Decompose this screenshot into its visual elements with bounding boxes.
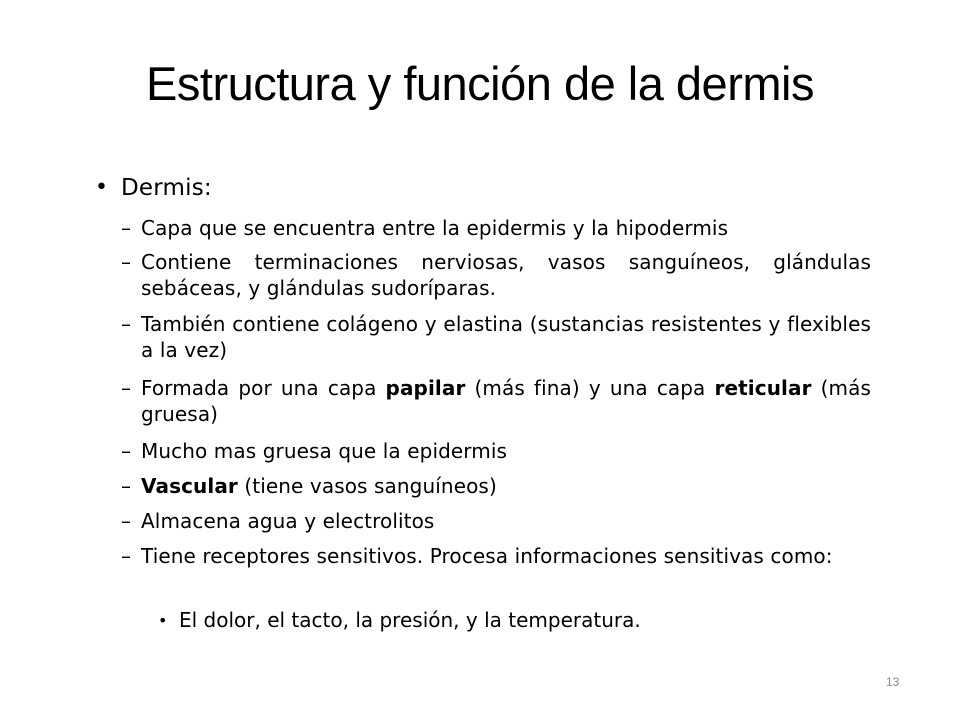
item-text: Mucho mas gruesa que la epidermis [141, 439, 508, 463]
papilar-term: papilar [385, 376, 466, 400]
dash-icon: – [121, 544, 131, 568]
dash-icon: – [121, 439, 131, 463]
page-number: 13 [886, 675, 900, 689]
dash-icon: – [121, 376, 131, 400]
item-text: Capa que se encuentra entre la epidermis y la hipodermis [141, 216, 729, 240]
dash-icon: – [121, 250, 131, 274]
item-text: Contiene terminaciones nerviosas, vasos sanguíneos, glándulas sebáceas, y glándulas sudoríparas. [141, 250, 871, 300]
dash-icon: – [121, 509, 131, 533]
bullet-icon: • [158, 611, 168, 630]
item-text-part: Formada por una capa [141, 376, 386, 400]
sub-item-text: El dolor, el tacto, la presión, y la temperatura. [179, 608, 641, 632]
item-text: También contiene colágeno y elastina (sustancias resistentes y flexibles a la vez) [141, 312, 871, 362]
item-text-part: (más fina) y una capa [465, 376, 715, 400]
item-text [141, 375, 871, 427]
vascular-term: Vascular [141, 474, 238, 498]
slide-title: Estructura y función de la dermis [146, 57, 814, 110]
item-text: Tiene receptores sensitivos. Procesa informaciones sensitivas como: [141, 544, 833, 568]
item-text [141, 473, 871, 499]
item-text-part: (tiene vasos sanguíneos) [237, 474, 497, 498]
item-text: Almacena agua y electrolitos [141, 509, 435, 533]
dash-icon: – [121, 216, 131, 240]
dash-icon: – [121, 312, 131, 336]
bullet-icon: • [95, 175, 108, 200]
reticular-term: reticular [714, 376, 812, 400]
item-text-part: (más gruesa) [141, 376, 871, 426]
dash-icon: – [121, 474, 131, 498]
main-bullet-label: Dermis: [121, 175, 212, 201]
